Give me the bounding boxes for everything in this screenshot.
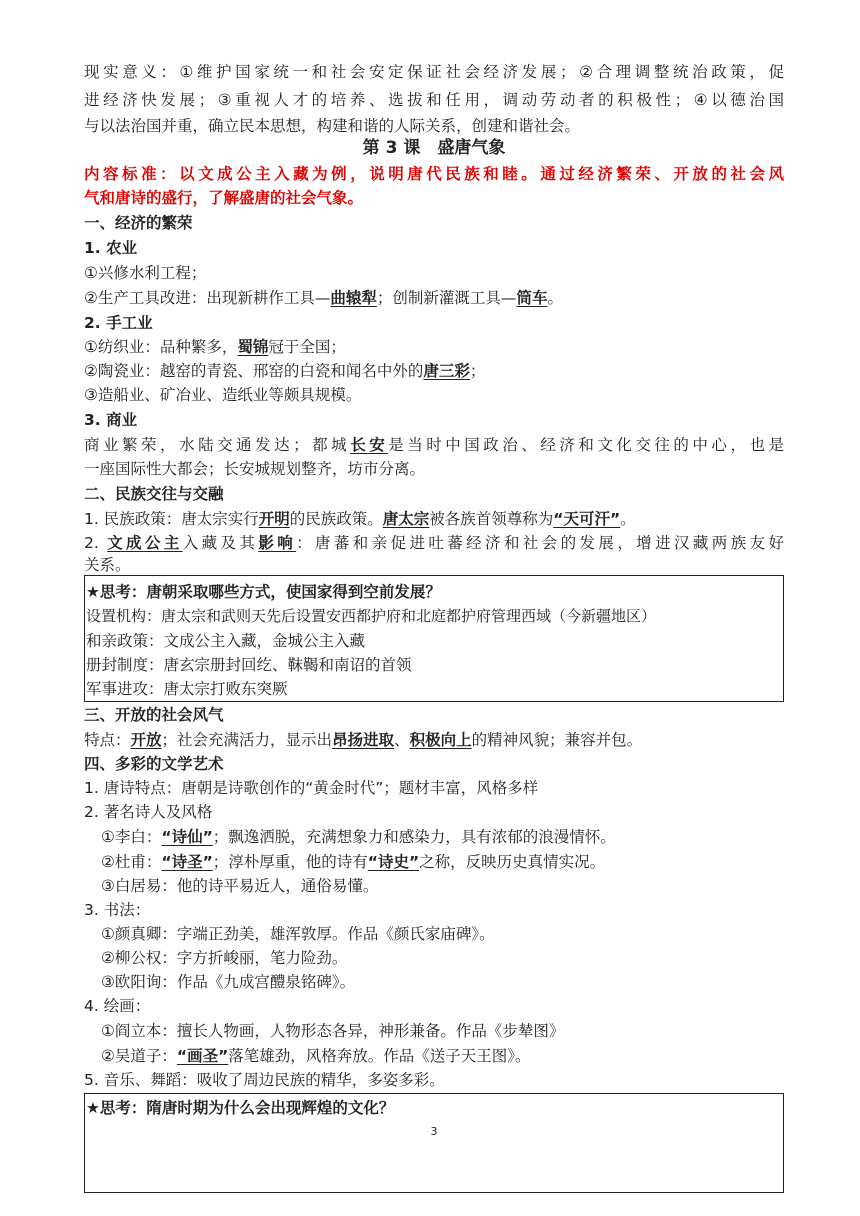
key-term: 昂扬进取 — [332, 731, 395, 749]
key-term: 开放 — [130, 731, 162, 749]
key-term: 唐三彩 — [423, 362, 470, 380]
lesson-title: 第 3 课 盛唐气象 — [362, 138, 506, 158]
text-line: 1. 民族政策：唐太宗实行开明的民族政策。唐太宗被各族首领尊称为“天可汗”。 — [84, 510, 636, 528]
text-line: ②陶瓷业：越窑的青瓷、邢窑的白瓷和闻名中外的唐三彩； — [84, 362, 486, 380]
text-line: ②柳公权：字方折峻丽，笔力险劲。 — [101, 949, 348, 967]
text-line: 2. 文成公主入藏及其影响：唐蕃和亲促进吐蕃经济和社会的发展，增进汉藏两族友好 — [84, 534, 784, 552]
text-line: 一座国际性大都会；长安城规划整齐，坊市分离。 — [84, 460, 426, 478]
section-heading: 三、开放的社会风气 — [84, 706, 224, 724]
key-term: “天可汗” — [553, 510, 621, 528]
text-line: 1. 唐诗特点：唐朝是诗歌创作的“黄金时代”；题材丰富，风格多样 — [84, 779, 539, 797]
content-standard: 气和唐诗的盛行，了解盛唐的社会气象。 — [84, 189, 364, 207]
text-line: 和亲政策：文成公主入藏，金城公主入藏 — [86, 632, 366, 650]
text-line: 2. 著名诗人及风格 — [84, 803, 213, 821]
text-line: ①李白：“诗仙”；飘逸洒脱，充满想象力和感染力，具有浓郁的浪漫情怀。 — [101, 828, 616, 846]
section-heading: 二、民族交往与交融 — [84, 485, 224, 503]
key-term: “诗仙” — [161, 828, 213, 846]
text-line: 现实意义：①维护国家统一和社会安定保证社会经济发展；②合理调整统治政策，促 — [84, 63, 784, 81]
text-line: ②杜甫：“诗圣”；淳朴厚重，他的诗有“诗史”之称，反映历史真情实况。 — [101, 853, 606, 871]
key-term: 影响 — [258, 534, 297, 552]
text-line: ③欧阳询：作品《九成宫醴泉铭碑》。 — [101, 973, 356, 991]
key-term: 开明 — [258, 510, 290, 528]
key-term: 蜀锦 — [237, 338, 269, 356]
text-line: 3. 书法： — [84, 901, 151, 919]
key-term: 筒车 — [516, 289, 548, 307]
key-term: 文成公主 — [107, 534, 183, 552]
text-line: 设置机构：唐太宗和武则天先后设置安西都护府和北庭都护府管理西域（今新疆地区） — [86, 607, 657, 625]
text-line: ②吴道子：“画圣”落笔雄劲，风格奔放。作品《送子天王图》。 — [101, 1047, 531, 1065]
think-box-title: ★思考：唐朝采取哪些方式，使国家得到空前发展？ — [86, 583, 441, 601]
key-term: 积极向上 — [409, 731, 472, 749]
text-line: ③白居易：他的诗平易近人，通俗易懂。 — [101, 877, 379, 895]
section-heading: 一、经济的繁荣 — [84, 214, 193, 232]
text-line: 册封制度：唐玄宗册封回纥、靺鞨和南诏的首领 — [86, 656, 412, 674]
text-line: ①兴修水利工程； — [84, 264, 207, 282]
sub-heading: 3. 商业 — [84, 411, 138, 429]
key-term: 唐太宗 — [382, 510, 430, 528]
key-term: “诗史” — [367, 853, 420, 871]
content-standard: 内容标准：以文成公主入藏为例，说明唐代民族和睦。通过经济繁荣、开放的社会风 — [84, 165, 784, 183]
text-line: ③造船业、矿冶业、造纸业等颇具规模。 — [84, 386, 362, 404]
think-box-title: ★思考：隋唐时期为什么会出现辉煌的文化？ — [86, 1099, 395, 1117]
text-line: 特点：开放；社会充满活力，显示出昂扬进取、积极向上的精神风貌；兼容并包。 — [84, 731, 643, 749]
text-line: 进经济快发展；③重视人才的培养、选拔和任用，调动劳动者的积极性；④以德治国 — [84, 91, 784, 109]
text-line: 5. 音乐、舞蹈：吸收了周边民族的精华，多姿多彩。 — [84, 1071, 445, 1089]
text-line: 4. 绘画： — [84, 997, 151, 1015]
text-line: ①颜真卿：字端正劲美，雄浑敦厚。作品《颜氏家庙碑》。 — [101, 925, 495, 943]
text-line: 军事进攻：唐太宗打败东突厥 — [86, 680, 288, 698]
text-line: ②生产工具改进：出现新耕作工具—曲辕犁；创制新灌溉工具—筒车。 — [84, 289, 563, 307]
key-term: 曲辕犁 — [330, 289, 377, 307]
sub-heading: 1. 农业 — [84, 239, 138, 257]
text-line: 关系。 — [84, 556, 131, 574]
sub-heading: 2. 手工业 — [84, 314, 153, 332]
text-line: 与以法治国并重，确立民本思想，构建和谐的人际关系，创建和谐社会。 — [84, 117, 581, 135]
key-term: “诗圣” — [161, 853, 213, 871]
key-term: “画圣” — [176, 1047, 229, 1065]
key-term: 长安 — [350, 436, 389, 454]
text-line: 商业繁荣，水陆交通发达；都城长安是当时中国政治、经济和文化交往的中心，也是 — [84, 436, 784, 454]
section-heading: 四、多彩的文学艺术 — [84, 755, 224, 773]
page-number: 3 — [430, 1125, 438, 1138]
text-line: ①阎立本：擅长人物画，人物形态各异，神形兼备。作品《步辇图》 — [101, 1022, 565, 1040]
text-line: ①纺织业：品种繁多，蜀锦冠于全国； — [84, 338, 346, 356]
